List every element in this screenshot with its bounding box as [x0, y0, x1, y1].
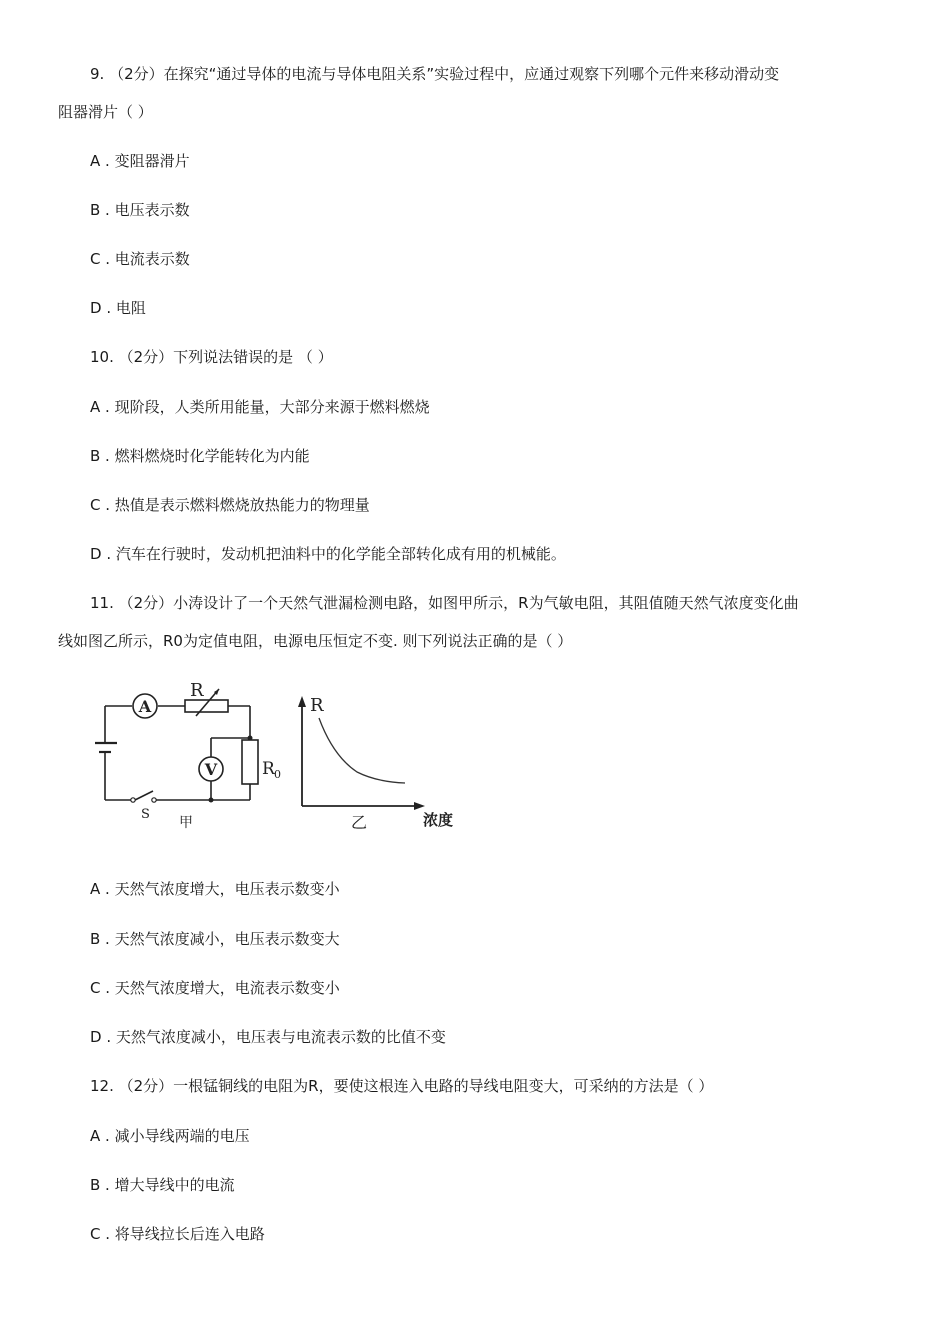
question-11-option-d: D . 天然气浓度减小，电压表与电流表示数的比值不变: [90, 1028, 446, 1046]
junction-dot-top: [248, 736, 253, 741]
question-9-option-b: B . 电压表示数: [90, 201, 190, 219]
question-9-option-d: D . 电阻: [90, 299, 146, 317]
resistance-concentration-graph: [298, 695, 453, 832]
graph-x-label: 浓度: [423, 811, 454, 829]
voltmeter-label: V: [204, 760, 218, 779]
question-9-stem-continued: 阻器滑片（ ）: [58, 103, 153, 121]
question-10-stem: 10. （2分）下列说法错误的是 （ ）: [90, 348, 333, 366]
question-11-option-a: A . 天然气浓度增大，电压表示数变小: [90, 880, 340, 898]
switch-contact-left: [131, 798, 135, 802]
resistor-r-label: R: [190, 680, 204, 701]
fixed-resistor-r0: [242, 740, 258, 784]
question-11-stem-continued: 线如图乙所示，R0为定值电阻，电源电压恒定不变. 则下列说法正确的是（ ）: [58, 632, 573, 650]
ammeter-label: A: [138, 697, 152, 716]
graph-y-arrow: [298, 696, 306, 707]
switch-label: S: [141, 807, 150, 822]
question-9-option-c: C . 电流表示数: [90, 250, 190, 268]
graph-x-arrow: [414, 802, 425, 810]
resistor-r0-label: R: [262, 759, 275, 779]
question-11-option-c: C . 天然气浓度增大，电流表示数变小: [90, 979, 340, 997]
question-9-stem: 9. （2分）在探究“通过导体的电流与导体电阻关系”实验过程中，应通过观察下列哪个元件来移动滑动变: [90, 65, 780, 83]
graph-caption: 乙: [351, 813, 368, 832]
question-10-option-d: D . 汽车在行驶时，发动机把油料中的化学能全部转化成有用的机械能。: [90, 545, 566, 563]
gas-sensitive-resistor-r: [185, 700, 228, 712]
question-10-option-a: A . 现阶段，人类所用能量，大部分来源于燃料燃烧: [90, 398, 430, 416]
question-10-option-b: B . 燃料燃烧时化学能转化为内能: [90, 447, 310, 465]
resistance-curve: [319, 718, 405, 783]
question-11-option-b: B . 天然气浓度减小，电压表示数变大: [90, 930, 340, 948]
question-10-option-c: C . 热值是表示燃料燃烧放热能力的物理量: [90, 496, 370, 514]
question-12-option-b: B . 增大导线中的电流: [90, 1176, 235, 1194]
question-12-option-c: C . 将导线拉长后连入电路: [90, 1225, 265, 1243]
resistor-r0-subscript: 0: [274, 768, 281, 781]
junction-dot-bottom: [209, 798, 214, 803]
graph-y-label: R: [310, 695, 324, 716]
switch-blade: [135, 791, 153, 800]
question-12-option-a: A . 减小导线两端的电压: [90, 1127, 250, 1145]
question-9-option-a: A . 变阻器滑片: [90, 152, 190, 170]
question-11-stem: 11. （2分）小涛设计了一个天然气泄漏检测电路，如图甲所示，R为气敏电阻，其阻值随天然气浓度变化曲: [90, 594, 799, 612]
circuit-caption: 甲: [179, 815, 193, 831]
circuit-diagram: [95, 689, 258, 800]
question-11-figure: [95, 676, 465, 836]
switch-contact-right: [152, 798, 156, 802]
question-12-stem: 12. （2分）一根锰铜线的电阻为R，要使这根连入电路的导线电阻变大，可采纳的方法是（ ）: [90, 1077, 714, 1095]
